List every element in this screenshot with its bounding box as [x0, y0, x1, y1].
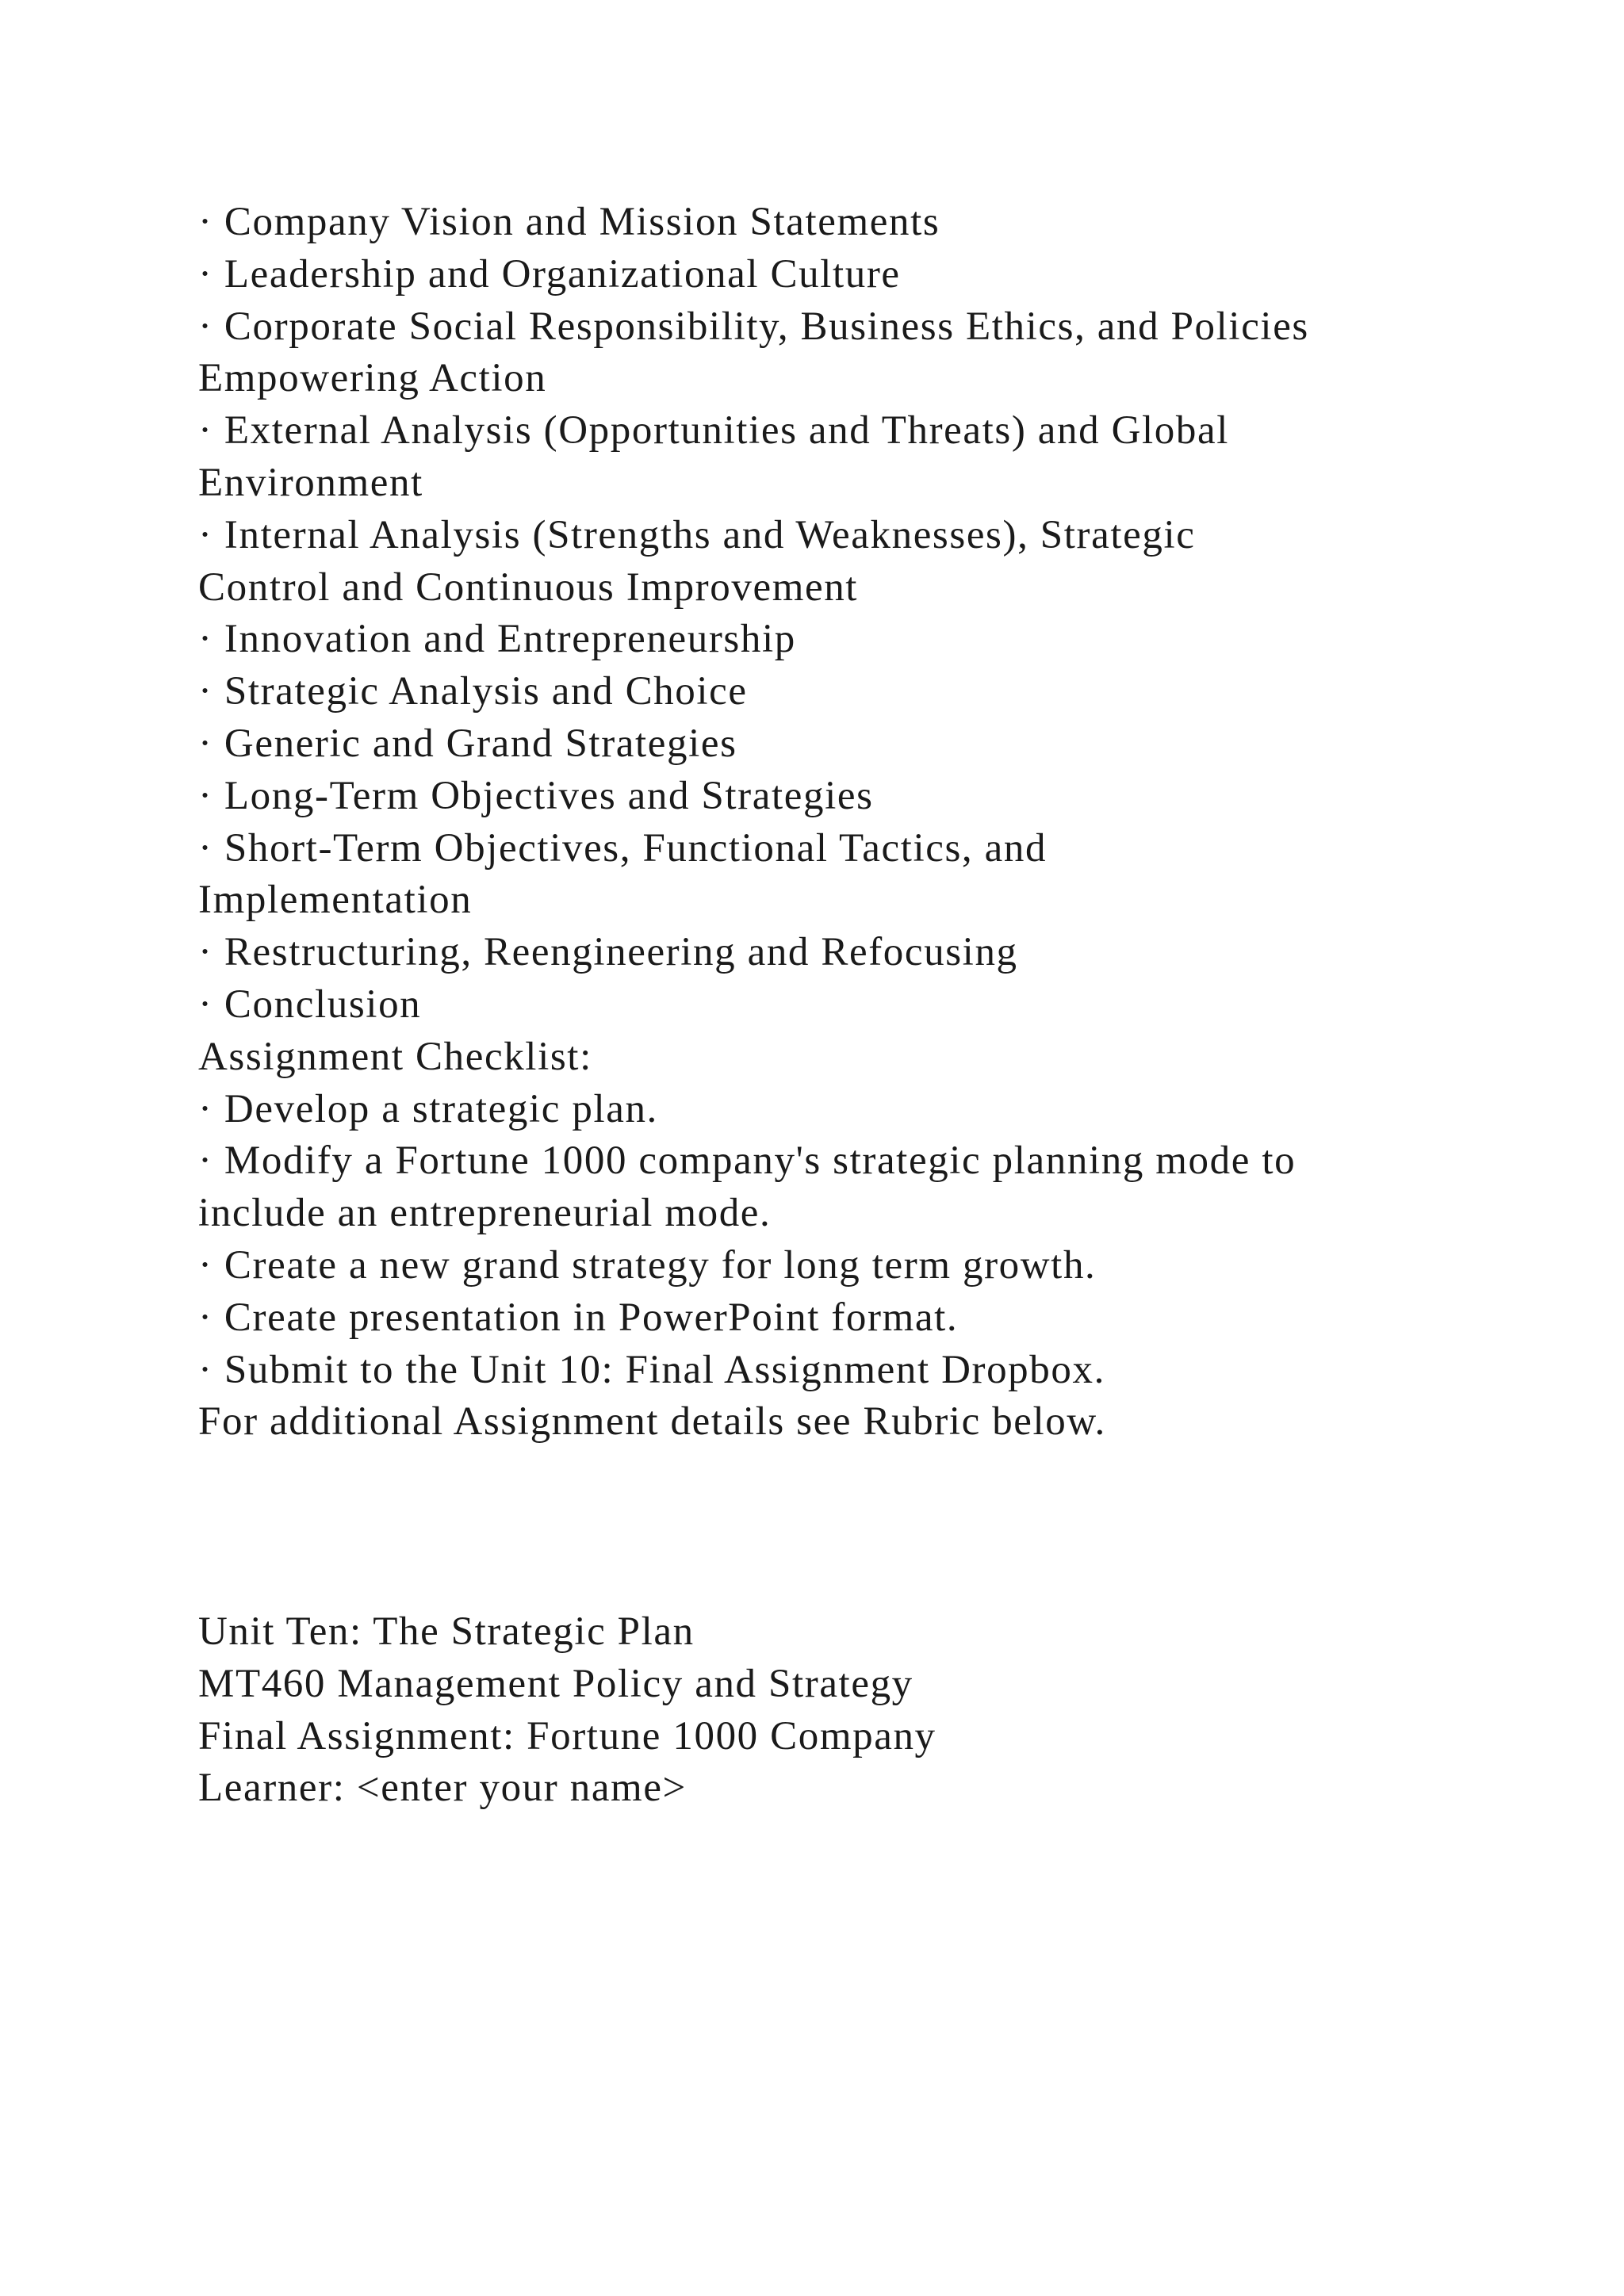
text-line: · Create a new grand strategy for long term growth. — [198, 1242, 1097, 1288]
text-line: · Strategic Analysis and Choice — [198, 669, 748, 714]
text-line: · Submit to the Unit 10: Final Assignment Dropbox. — [198, 1347, 1105, 1392]
text-line: · Generic and Grand Strategies — [198, 721, 737, 766]
text-line: · Modify a Fortune 1000 company's strategic planning mode to — [198, 1138, 1297, 1184]
text-line: · Develop a strategic plan. — [198, 1086, 658, 1131]
text-line: Implementation — [198, 878, 473, 923]
text-line: Empowering Action — [198, 356, 547, 401]
text-line: · Corporate Social Responsibility, Business Ethics, and Policies — [198, 304, 1309, 349]
text-line: · Create presentation in PowerPoint format. — [198, 1295, 959, 1340]
text-line: Control and Continuous Improvement — [198, 564, 859, 610]
text-line: · Innovation and Entrepreneurship — [198, 617, 796, 662]
checklist-heading: Assignment Checklist: — [198, 1034, 592, 1079]
text-line: · Company Vision and Mission Statements — [198, 200, 940, 244]
unit-title: Unit Ten: The Strategic Plan — [198, 1609, 695, 1654]
text-line: · Conclusion — [198, 982, 422, 1027]
text-line: For additional Assignment details see Rubric below. — [198, 1399, 1106, 1445]
text-line: · Restructuring, Reengineering and Refocusing — [198, 930, 1018, 975]
text-line: include an entrepreneurial mode. — [198, 1191, 772, 1236]
text-line: · Long-Term Objectives and Strategies — [198, 773, 874, 818]
text-line: · Leadership and Organizational Culture — [198, 251, 901, 297]
text-line: Environment — [198, 460, 423, 505]
course-title: MT460 Management Policy and Strategy — [198, 1661, 914, 1706]
text-line: · Short-Term Objectives, Functional Tactics, and — [198, 825, 1048, 871]
title-text-block — [198, 1606, 1515, 1815]
assignment-title: Final Assignment: Fortune 1000 Company — [198, 1713, 936, 1758]
text-line: · Internal Analysis (Strengths and Weaknesses), Strategic — [198, 512, 1196, 557]
outline-text-block — [198, 197, 1515, 1448]
learner-line: Learner: <enter your name> — [198, 1766, 687, 1811]
text-line: · External Analysis (Opportunities and Threats) and Global — [198, 408, 1229, 453]
